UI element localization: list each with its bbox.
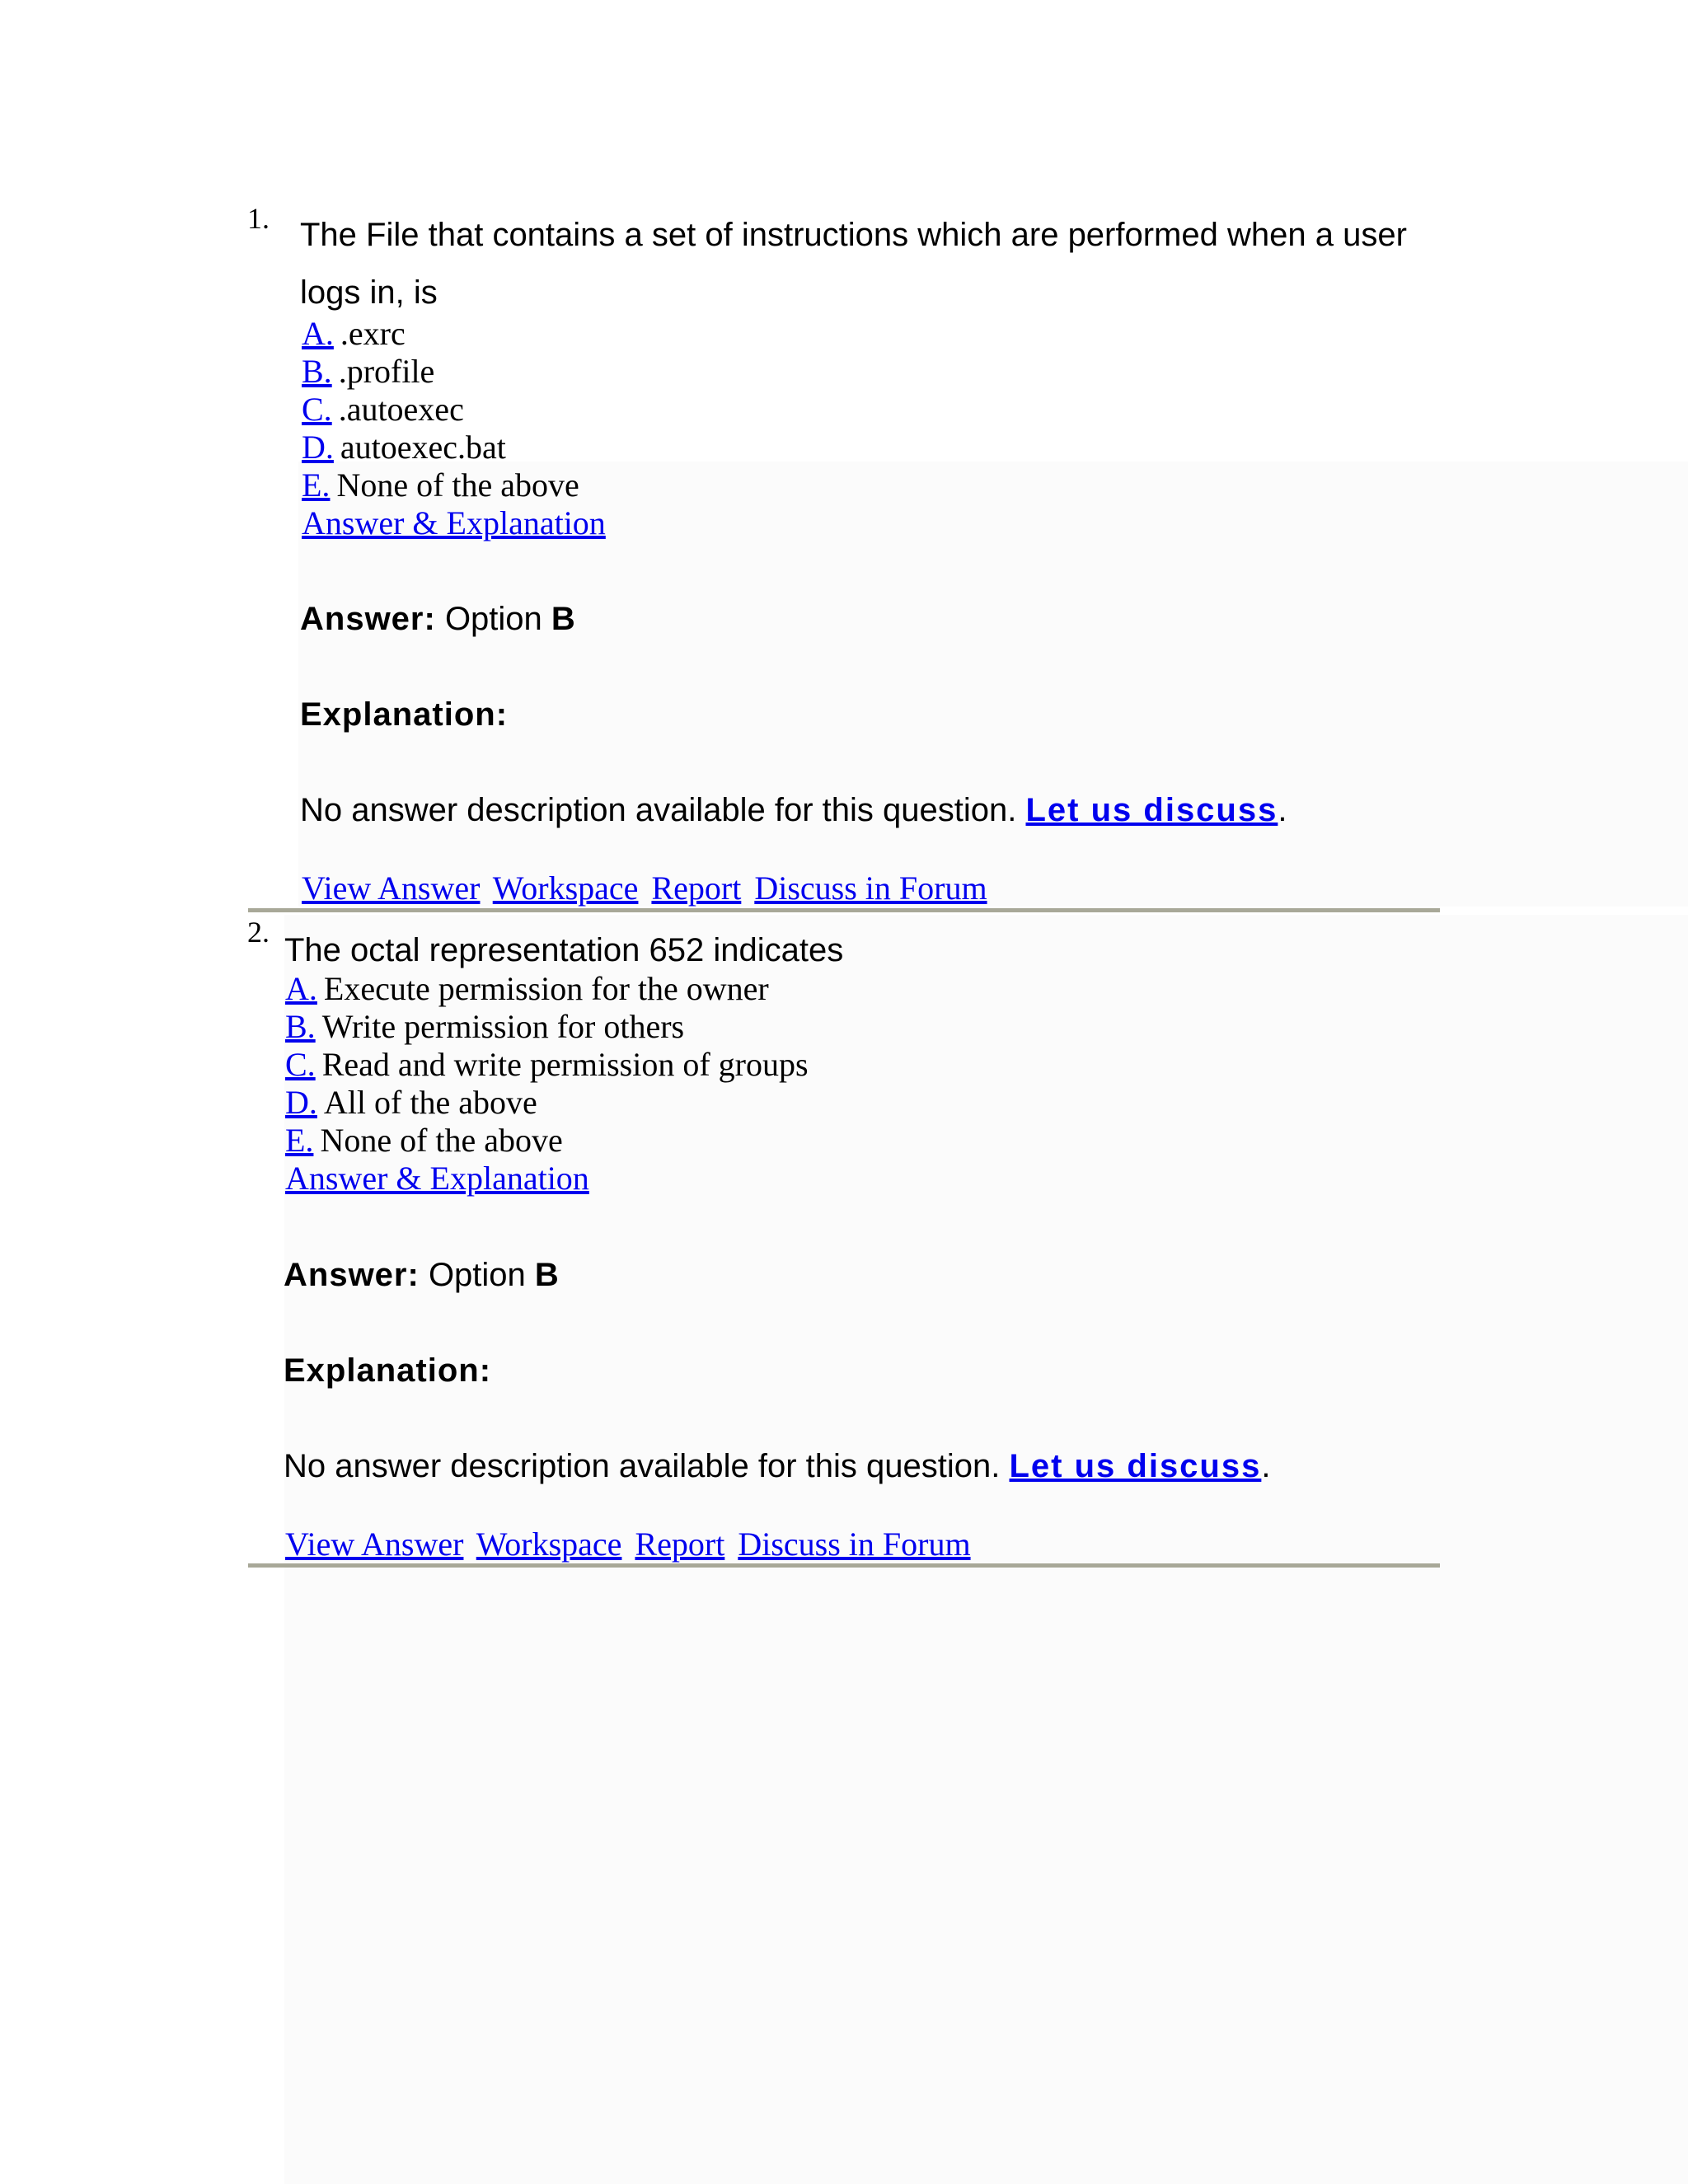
question-text-line: The File that contains a set of instructions which are performed when a user [300,217,1407,253]
option-b [285,1008,809,1046]
question-text [300,206,1407,321]
option-d [302,429,579,466]
workspace-link[interactable]: Workspace [476,1526,622,1563]
option-b-link[interactable]: B. [285,1008,316,1045]
view-answer-link[interactable]: View Answer [302,869,481,907]
option-a-text: .exrc [340,315,406,352]
option-e-link[interactable]: E. [302,466,331,504]
option-d-text: All of the above [323,1084,537,1121]
explanation-text-row [300,790,1287,830]
workspace-link[interactable]: Workspace [492,869,639,907]
option-b-link[interactable]: B. [302,353,332,390]
explanation-label: Explanation: [300,696,509,733]
option-a-text: Execute permission for the owner [323,970,769,1007]
question-divider [248,908,1440,912]
answer-explanation-row [285,1160,589,1197]
option-a-link[interactable]: A. [302,315,334,352]
option-a [302,315,579,353]
question-text-line: logs in, is [300,274,438,311]
option-e-link[interactable]: E. [285,1122,314,1159]
option-c [285,1046,809,1084]
answer-explanation-link[interactable]: Answer & Explanation [302,504,606,541]
question-number: 1. [247,202,270,235]
option-d [285,1084,809,1122]
answer-letter: B [551,601,575,637]
option-a [285,970,809,1008]
let-us-discuss-link[interactable]: Let us discuss [1009,1448,1262,1484]
option-a-link[interactable]: A. [285,970,317,1007]
option-e [285,1122,809,1160]
option-d-link[interactable]: D. [285,1084,317,1121]
option-c [302,391,579,429]
option-c-text: .autoexec [338,391,464,428]
question-number: 2. [247,916,270,949]
answer-letter: B [534,1257,559,1293]
explanation-text-row [284,1446,1270,1486]
option-list [302,315,579,504]
answer-prefix: Option [444,601,542,637]
question-footer-links [302,869,992,907]
question-footer-links [285,1526,976,1563]
answer-label: Answer: [284,1257,420,1293]
option-d-text: autoexec.bat [340,429,506,466]
report-link[interactable]: Report [651,869,742,907]
option-e-text: None of the above [336,466,579,504]
discuss-in-forum-link[interactable]: Discuss in Forum [738,1526,971,1563]
report-link[interactable]: Report [635,1526,725,1563]
view-answer-link[interactable]: View Answer [285,1526,464,1563]
explanation-text: No answer description available for this question. [284,1448,1001,1484]
option-list [285,970,809,1160]
explanation-suffix: . [1278,792,1287,828]
option-c-text: Read and write permission of groups [321,1046,809,1083]
option-b-text: Write permission for others [321,1008,685,1045]
option-d-link[interactable]: D. [302,429,334,466]
option-b [302,353,579,391]
option-c-link[interactable]: C. [285,1046,316,1083]
explanation-suffix: . [1261,1448,1271,1484]
option-e-text: None of the above [320,1122,563,1159]
answer-label: Answer: [300,601,436,637]
explanation-text: No answer description available for this question. [300,792,1017,828]
answer-explanation-row [302,504,606,542]
answer-line [300,599,575,639]
explanation-label: Explanation: [284,1352,492,1389]
option-e [302,466,579,504]
option-b-text: .profile [338,353,435,390]
let-us-discuss-link[interactable]: Let us discuss [1025,792,1278,828]
option-c-link[interactable]: C. [302,391,332,428]
answer-explanation-link[interactable]: Answer & Explanation [285,1160,589,1197]
question-text-line: The octal representation 652 indicates [284,932,844,968]
answer-line [284,1255,559,1295]
discuss-in-forum-link[interactable]: Discuss in Forum [754,869,987,907]
answer-prefix: Option [428,1257,526,1293]
question-divider [248,1563,1440,1568]
